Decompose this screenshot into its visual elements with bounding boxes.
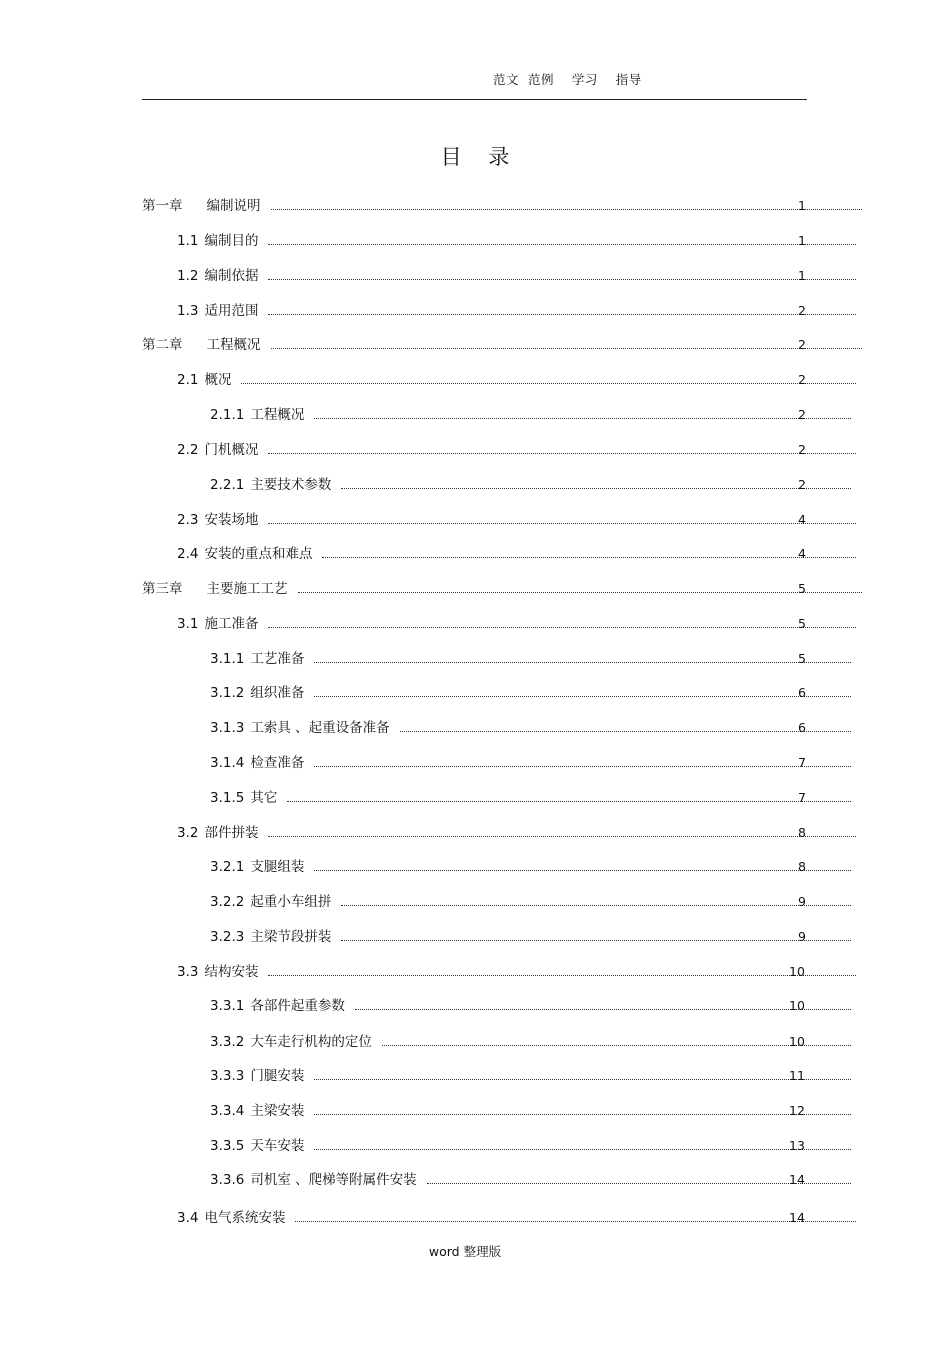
toc-entry-title: 编制说明 [206,198,261,214]
toc-entry-number: 3.3.5 [210,1138,245,1154]
toc-entry-title: 主梁节段拼装 [250,929,332,945]
dot-leader [322,556,856,558]
toc-entry-title: 工索具 、起重设备准备 [250,720,390,736]
toc-entry-number: 2.1 [177,372,199,388]
toc-entry[interactable] [210,1168,853,1188]
toc-entry-page: 9 [798,929,806,944]
toc-entry-page: 7 [798,790,806,805]
toc-entry[interactable] [210,1134,853,1154]
toc-entry[interactable] [142,577,864,597]
toc-entry-number: 1.1 [177,233,199,249]
toc-entry[interactable] [177,229,858,249]
toc-entry-title: 工程概况 [250,407,305,423]
toc-entry-number: 3.1.3 [210,720,245,736]
dot-leader [268,835,856,837]
toc-entry[interactable] [210,890,853,910]
dot-leader [268,278,856,280]
toc-entry-title: 概况 [204,372,232,388]
toc-entry-page: 6 [798,685,806,700]
toc-entry-number: 3.3.1 [210,998,245,1014]
dot-leader [314,1078,851,1080]
page-header: 范文 范例 学习 指导 [493,72,642,87]
toc-entry[interactable] [210,1030,853,1050]
toc-entry-page: 6 [798,720,806,735]
toc-entry-number: 2.3 [177,512,199,528]
dot-leader [271,347,863,349]
toc-entry-title: 天车安装 [250,1138,305,1154]
toc-entry-title: 适用范围 [204,303,259,319]
dot-leader [400,730,851,732]
toc-entry-number: 3.3.2 [210,1034,245,1050]
toc-entry-page: 10 [789,964,805,979]
toc-entry-title: 安装的重点和难点 [204,546,313,562]
toc-entry-title: 工程概况 [206,337,261,353]
toc-entry-title: 主梁安装 [250,1103,305,1119]
dot-leader [268,243,856,245]
toc-entry-title: 安装场地 [204,512,259,528]
toc-entry-page: 14 [789,1210,805,1225]
toc-entry-number: 第三章 [142,581,183,597]
toc-entry-page: 7 [798,755,806,770]
dot-leader [268,974,856,976]
toc-entry[interactable] [177,508,858,528]
dot-leader [271,208,863,210]
toc-entry-page: 2 [798,372,806,387]
dot-leader [298,591,863,593]
toc-entry-title: 门腿安装 [250,1068,305,1084]
toc-entry-number: 3.3.3 [210,1068,245,1084]
toc-entry-title: 施工准备 [204,616,259,632]
toc-entry-title: 检查准备 [250,755,305,771]
toc-entry[interactable] [177,438,858,458]
dot-leader [355,1008,851,1010]
dot-leader [314,1148,851,1150]
dot-leader [295,1220,856,1222]
toc-entry[interactable] [210,1099,853,1119]
toc-entry[interactable] [210,994,853,1014]
toc-entry-title: 起重小车组拼 [250,894,332,910]
toc-entry-number: 3.4 [177,1210,199,1226]
toc-entry-number: 3.3 [177,964,199,980]
toc-entry-page: 10 [789,1034,805,1049]
toc-title: 目 录 [440,145,510,169]
toc-entry-page: 2 [798,407,806,422]
toc-entry-number: 2.2.1 [210,477,245,493]
toc-entry-title: 各部件起重参数 [250,998,345,1014]
dot-leader [341,904,851,906]
toc-entry-number: 3.1.2 [210,685,245,701]
dot-leader [287,800,851,802]
toc-entry-number: 1.2 [177,268,199,284]
toc-entry-title: 编制目的 [204,233,259,249]
toc-entry-page: 5 [798,616,806,631]
toc-entry-page: 2 [798,303,806,318]
toc-entry[interactable] [210,716,853,736]
toc-entry-number: 3.1.4 [210,755,245,771]
toc-entry[interactable] [210,681,853,701]
dot-leader [382,1044,851,1046]
toc-entry-page: 2 [798,337,806,352]
toc-entry[interactable] [142,194,864,214]
toc-entry-page: 12 [789,1103,805,1118]
toc-entry[interactable] [177,821,858,841]
toc-entry-page: 4 [798,546,806,561]
toc-entry-page: 5 [798,651,806,666]
dot-leader [314,869,851,871]
toc-entry[interactable] [210,786,853,806]
dot-leader [268,313,856,315]
dot-leader [314,765,851,767]
toc-entry-page: 4 [798,512,806,527]
toc-entry[interactable] [210,925,853,945]
toc-entry-number: 第二章 [142,337,183,353]
toc-entry[interactable] [142,333,864,353]
toc-entry-title: 组织准备 [250,685,305,701]
dot-leader [268,626,856,628]
toc-entry-title: 大车走行机构的定位 [250,1034,372,1050]
toc-entry-title: 支腿组装 [250,859,305,875]
dot-leader [314,661,851,663]
toc-entry-title: 结构安装 [204,964,259,980]
toc-entry-page: 10 [789,998,805,1013]
dot-leader [268,522,856,524]
dot-leader [341,939,851,941]
toc-entry-number: 3.2.2 [210,894,245,910]
toc-entry-page: 2 [798,442,806,457]
toc-entry[interactable] [210,855,853,875]
toc-entry-page: 8 [798,825,806,840]
toc-entry[interactable] [210,473,853,493]
toc-entry-page: 5 [798,581,806,596]
toc-entry-page: 13 [789,1138,805,1153]
toc-entry[interactable] [210,751,853,771]
toc-entry-title: 主要施工工艺 [206,581,288,597]
toc-entry-page: 1 [798,198,806,213]
toc-entry[interactable] [177,299,858,319]
toc-entry-number: 2.1.1 [210,407,245,423]
toc-entry-number: 1.3 [177,303,199,319]
toc-entry-page: 1 [798,233,806,248]
toc-entry-number: 3.2.3 [210,929,245,945]
toc-entry[interactable] [177,264,858,284]
toc-entry-number: 3.2 [177,825,199,841]
toc-entry-number: 3.1 [177,616,199,632]
toc-entry-page: 9 [798,894,806,909]
dot-leader [314,695,851,697]
toc-entry-title: 其它 [250,790,278,806]
toc-entry[interactable] [177,542,858,562]
dot-leader [268,452,856,454]
dot-leader [314,1113,851,1115]
toc-entry-number: 3.1.1 [210,651,245,667]
toc-entry-page: 14 [789,1172,805,1187]
toc-entry[interactable] [210,647,853,667]
toc-entry-number: 3.3.4 [210,1103,245,1119]
toc-entry[interactable] [177,612,858,632]
toc-entry-page: 2 [798,477,806,492]
toc-entry-page: 1 [798,268,806,283]
dot-leader [241,382,856,384]
header-divider [142,99,807,100]
toc-entry-page: 11 [789,1068,805,1083]
toc-entry-title: 工艺准备 [250,651,305,667]
dot-leader [427,1182,851,1184]
toc-entry-title: 主要技术参数 [250,477,332,493]
toc-entry-number: 3.2.1 [210,859,245,875]
toc-entry-number: 第一章 [142,198,183,214]
toc-entry-page: 8 [798,859,806,874]
toc-entry[interactable] [210,1064,853,1084]
dot-leader [341,487,851,489]
page-footer: word 整理版 [428,1244,502,1259]
toc-entry-title: 门机概况 [204,442,259,458]
toc-entry-title: 部件拼装 [204,825,259,841]
toc-entry-number: 2.4 [177,546,199,562]
toc-entry-number: 3.1.5 [210,790,245,806]
toc-entry-title: 电气系统安装 [204,1210,286,1226]
toc-entry-number: 3.3.6 [210,1172,245,1188]
dot-leader [314,417,851,419]
toc-entry-title: 编制依据 [204,268,259,284]
toc-entry-number: 2.2 [177,442,199,458]
toc-entry[interactable] [177,1206,858,1226]
toc-entry[interactable] [210,403,853,423]
toc-entry[interactable] [177,368,858,388]
toc-entry[interactable] [177,960,858,980]
toc-entry-title: 司机室 、爬梯等附属件安装 [250,1172,417,1188]
